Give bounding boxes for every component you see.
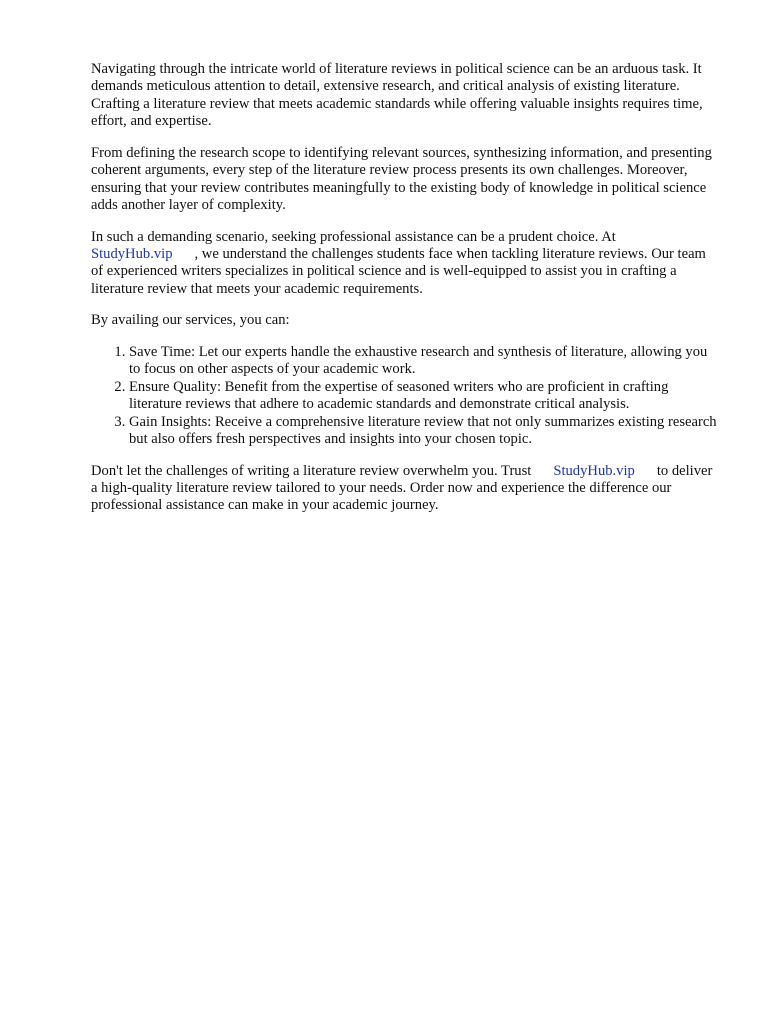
studyhub-link[interactable]: StudyHub.vip <box>91 246 173 263</box>
intro-paragraph: Navigating through the intricate world of literature reviews in political science can be an arduous task. It demands meticulous attention to detail, extensive research, and critical analysis of existing literature. Crafting a literature review that meets academic standards while offering valuable insights requires time, effort, and expertise. <box>91 61 703 130</box>
closing-paragraph <box>91 463 721 515</box>
list-item: 3. Gain Insights: Receive a comprehensive literature review that not only summarizes existing research but also offers fresh perspectives and insights into your chosen topic. <box>129 414 721 449</box>
studyhub-link[interactable]: StudyHub.vip <box>553 462 635 479</box>
services-intro: By availing our services, you can: <box>91 312 290 329</box>
list-item: 1. Save Time: Let our experts handle the exhaustive research and synthesis of literature, allowing you to focus on other aspects of your academic work. <box>129 344 721 379</box>
assistance-paragraph-start: In such a demanding scenario, seeking professional assistance can be a prudent choice. At <box>91 228 616 245</box>
services-list <box>91 344 721 448</box>
document-body <box>91 61 721 529</box>
assistance-paragraph-end: , we understand the challenges students face when tackling literature reviews. Our team of experienced writers specializes in political science and is well-equipped to assist you in crafting a literature review that meets your academic requirements. <box>91 246 706 297</box>
challenges-paragraph: From defining the research scope to identifying relevant sources, synthesizing information, and presenting coherent arguments, every step of the literature review process presents its own challenges. Moreover, ensuring that your review contributes meaningfully to the existing body of knowledge in political science adds another layer of complexity. <box>91 144 712 214</box>
closing-paragraph-end: to deliver a high-quality literature review tailored to your needs. Order now and experience the difference our professional assistance can make in your academic journey. <box>91 462 713 514</box>
assistance-paragraph <box>91 229 721 299</box>
list-item: 2. Ensure Quality: Benefit from the expertise of seasoned writers who are proficient in crafting literature reviews that adhere to academic standards and demonstrate critical analysis. <box>129 379 721 414</box>
closing-paragraph-start: Don't let the challenges of writing a literature review overwhelm you. Trust <box>91 462 532 479</box>
